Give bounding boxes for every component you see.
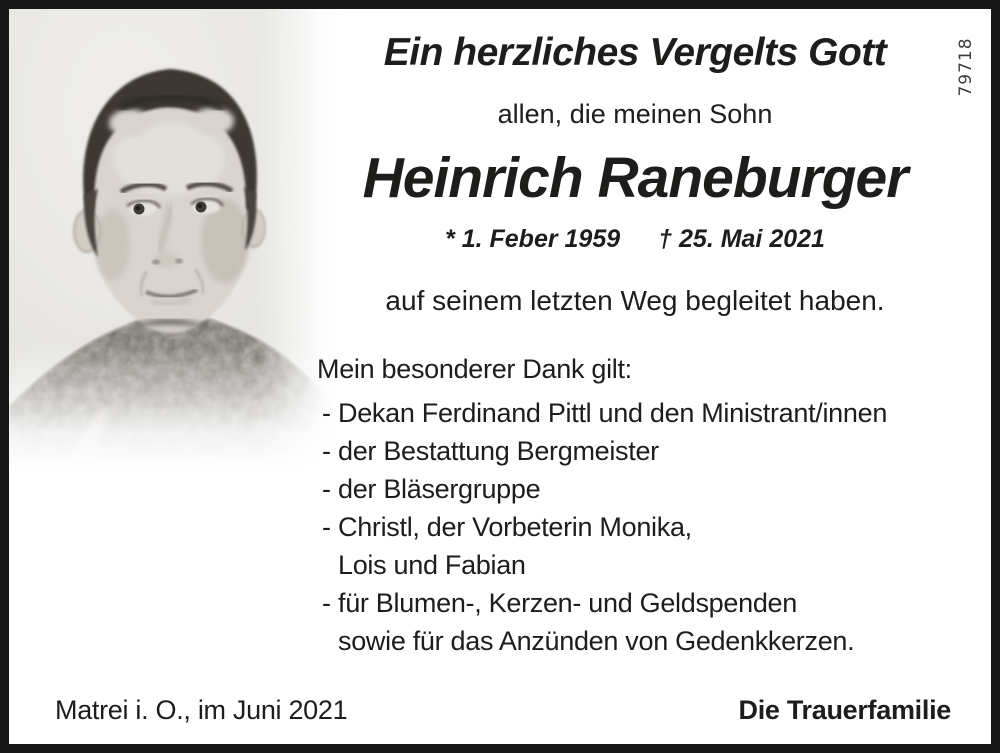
thanks-line <box>317 622 977 660</box>
thanks-line <box>317 508 977 546</box>
thanks-line <box>317 470 977 508</box>
list-dash: - <box>322 436 331 466</box>
thanks-line-text: der Bläsergruppe <box>338 474 541 504</box>
death-date: † 25. Mai 2021 <box>658 225 825 253</box>
thanks-line <box>317 394 977 432</box>
thanks-line <box>317 432 977 470</box>
birth-date: * 1. Feber 1959 <box>445 225 621 253</box>
thanks-heading: Mein besonderer Dank gilt: <box>317 354 632 384</box>
thanks-line-text: sowie für das Anzünden von Gedenkkerzen. <box>338 626 855 656</box>
intro-line: allen, die meinen Sohn <box>497 99 773 129</box>
deceased-name: Heinrich Raneburger <box>362 146 908 210</box>
list-dash: - <box>322 398 331 428</box>
footer-row <box>55 695 951 726</box>
place-date: Matrei i. O., im Juni 2021 <box>55 695 348 725</box>
thanks-line <box>317 584 977 622</box>
list-dash <box>317 622 338 660</box>
thanks-list <box>317 394 977 660</box>
life-dates <box>330 225 940 254</box>
farewell-line: auf seinem letzten Weg begleitet haben. <box>385 285 885 316</box>
portrait-photo <box>9 9 339 469</box>
list-dash: - <box>322 588 331 618</box>
thanks-line-text: der Bestattung Bergmeister <box>338 436 659 466</box>
list-dash: - <box>322 512 331 542</box>
thanks-line-text: für Blumen-, Kerzen- und Geldspenden <box>338 588 797 618</box>
reference-number: 79718 <box>956 37 976 97</box>
thanks-line-text: Lois und Fabian <box>338 550 526 580</box>
thanks-line <box>317 546 977 584</box>
thanks-line-text: Christl, der Vorbeterin Monika, <box>338 512 692 542</box>
list-dash <box>317 546 338 584</box>
headline: Ein herzliches Vergelts Gott <box>383 31 887 74</box>
list-dash: - <box>322 474 331 504</box>
signature: Die Trauerfamilie <box>738 695 951 725</box>
thanks-line-text: Dekan Ferdinand Pittl und den Ministrant/innen <box>338 398 888 428</box>
